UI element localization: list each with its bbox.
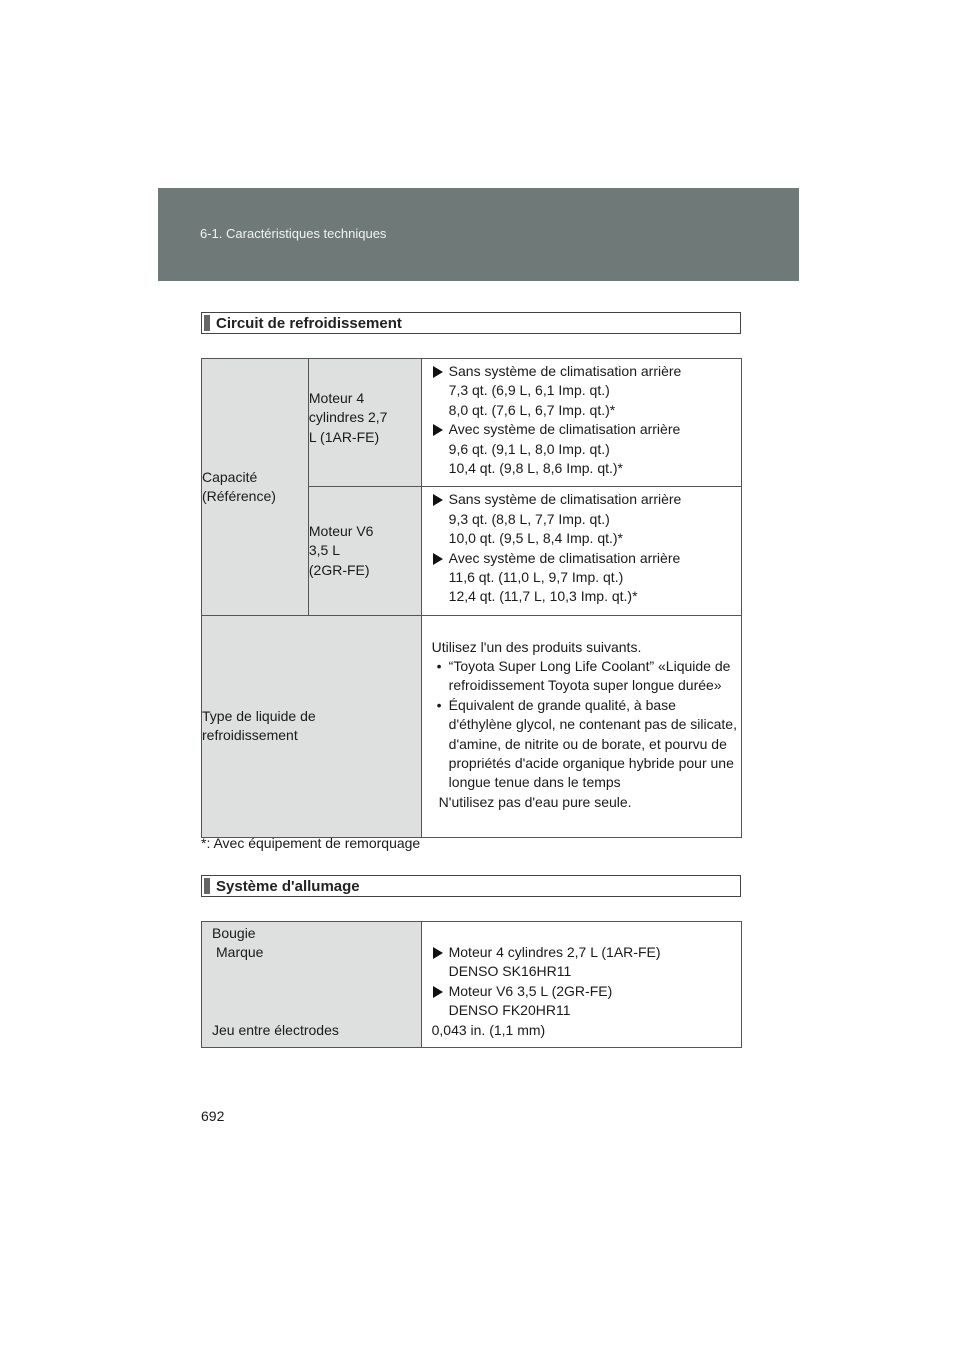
bullet-icon: • <box>436 657 442 674</box>
capacity-label: Capacité (Référence) <box>202 359 309 616</box>
list-item <box>422 459 741 478</box>
list-item-text: Équivalent de grande qualité, à base d'éthylène glycol, ne contenant pas de silicate, d'amine, de nitrite ou de borate, et pourvu de propriétés d'acide organique hybride pour une longue tenue dans le temps <box>448 696 737 791</box>
cooling-section-title <box>201 312 741 334</box>
list-item-text: 10,0 qt. (9,5 L, 8,4 Imp. qt.)* <box>448 530 623 547</box>
list-item-text: 11,6 qt. (11,0 L, 9,7 Imp. qt.) <box>448 569 624 586</box>
section-marker <box>204 315 210 331</box>
spark-plug-label: Bougie <box>212 925 256 941</box>
engine1-label: Moteur 4 cylindres 2,7 L (1AR-FE) <box>308 359 421 487</box>
list-item-text: 9,6 qt. (9,1 L, 8,0 Imp. qt.) <box>448 440 610 457</box>
list-item-text: 12,4 qt. (11,7 L, 10,3 Imp. qt.)* <box>448 588 638 605</box>
ignition-title-text: Système d'allumage <box>216 878 360 895</box>
gap-label: Jeu entre électrodes <box>212 1021 339 1038</box>
list-item-text: 7,3 qt. (6,9 L, 6,1 Imp. qt.) <box>448 382 610 399</box>
engine2-values <box>421 487 741 615</box>
table-row <box>202 359 742 487</box>
list-item-text: DENSO FK20HR11 <box>448 1002 571 1019</box>
list-item <box>422 401 741 420</box>
section-marker <box>204 878 210 894</box>
list-item <box>422 549 741 568</box>
list-item-text: Moteur V6 3,5 L (2GR-FE) <box>448 982 613 999</box>
list-item <box>422 510 741 529</box>
gap-value: 0,043 in. (1,1 mm) <box>431 1021 546 1038</box>
list-item-text: Sans système de climatisation arrière <box>448 363 682 379</box>
list-item <box>422 420 741 439</box>
coolant-intro: Utilisez l'un des produits suivants. <box>431 638 642 655</box>
list-item-text: 8,0 qt. (7,6 L, 6,7 Imp. qt.)* <box>448 401 616 418</box>
ignition-section-title <box>201 875 741 897</box>
cooling-title-text: Circuit de refroidissement <box>216 315 402 332</box>
ignition-values <box>421 922 741 1048</box>
list-item <box>422 587 741 606</box>
list-item-text: 9,3 qt. (8,8 L, 7,7 Imp. qt.) <box>448 510 610 527</box>
ignition-labels <box>202 922 422 1048</box>
arrow-right-icon <box>433 366 443 378</box>
list-item <box>422 982 741 1001</box>
coolant-type-values <box>421 615 741 837</box>
table-row <box>202 922 742 1048</box>
list-item <box>422 362 741 381</box>
list-item <box>422 943 741 962</box>
arrow-right-icon <box>433 553 443 565</box>
coolant-outro: N'utilisez pas d'eau pure seule. <box>438 793 632 810</box>
list-item <box>422 529 741 548</box>
list-item <box>422 490 741 509</box>
list-item-text: Avec système de climatisation arrière <box>448 549 681 566</box>
arrow-right-icon <box>433 424 443 436</box>
footnote: *: Avec équipement de remorquage <box>201 835 421 851</box>
bullet-icon: • <box>436 696 442 713</box>
coolant-type-label: Type de liquide de refroidissement <box>202 615 422 837</box>
engine2-label: Moteur V6 3,5 L (2GR-FE) <box>308 487 421 615</box>
arrow-right-icon <box>433 494 443 506</box>
list-item <box>422 962 741 981</box>
ignition-table <box>201 921 742 1048</box>
list-item-text: Sans système de climatisation arrière <box>448 491 682 508</box>
list-item-text: Moteur 4 cylindres 2,7 L (1AR-FE) <box>448 944 661 960</box>
brand-label: Marque <box>216 944 264 961</box>
engine1-values <box>421 359 741 487</box>
arrow-right-icon <box>433 947 443 959</box>
chapter-header <box>158 188 799 281</box>
list-item <box>422 657 737 696</box>
list-item <box>422 696 737 793</box>
list-item-text: “Toyota Super Long Life Coolant” «Liquide de refroidissement Toyota super longue durée» <box>448 657 731 694</box>
chapter-title: 6-1. Caractéristiques techniques <box>200 226 387 241</box>
table-row <box>202 615 742 837</box>
list-item <box>422 1001 741 1020</box>
arrow-right-icon <box>433 986 443 998</box>
list-item-text: DENSO SK16HR11 <box>448 963 572 980</box>
list-item-text: 10,4 qt. (9,8 L, 8,6 Imp. qt.)* <box>448 460 623 477</box>
cooling-table <box>201 358 742 838</box>
page-number: 692 <box>201 1108 225 1124</box>
list-item <box>422 381 741 400</box>
list-item <box>422 440 741 459</box>
list-item <box>422 568 741 587</box>
list-item-text: Avec système de climatisation arrière <box>448 421 681 438</box>
